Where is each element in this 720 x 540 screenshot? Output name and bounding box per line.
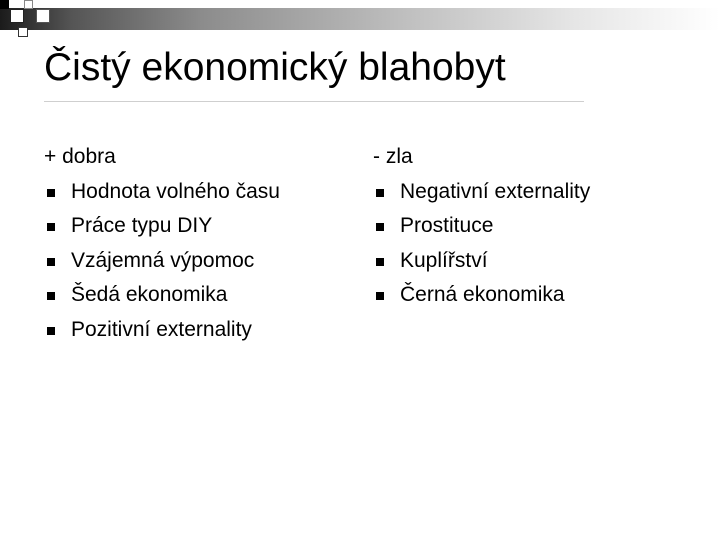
decorative-square-icon [36, 9, 50, 23]
list-item [44, 244, 354, 279]
list-item [373, 175, 683, 210]
bads-list [373, 175, 683, 313]
list-item [373, 278, 683, 313]
decorative-banner [0, 8, 720, 30]
list-item [373, 244, 683, 279]
list-item-label: Kuplířství [400, 248, 488, 272]
goods-column [44, 140, 354, 347]
square-bullet-icon [376, 223, 384, 231]
list-item-label: Negativní externality [400, 179, 591, 203]
decorative-square-icon [10, 9, 24, 23]
square-bullet-icon [47, 189, 55, 197]
decorative-square-icon [24, 0, 33, 9]
title-divider [44, 101, 584, 102]
bads-column [373, 140, 683, 313]
list-item-label: Vzájemná výpomoc [71, 248, 255, 272]
list-item [44, 313, 354, 348]
list-item-label: Černá ekonomika [400, 283, 565, 306]
list-item-label: Práce typu DIY [71, 214, 213, 237]
square-bullet-icon [47, 327, 55, 335]
decorative-square-icon [18, 27, 28, 37]
square-bullet-icon [376, 189, 384, 197]
square-bullet-icon [376, 258, 384, 266]
list-item-label: Prostituce [400, 214, 494, 237]
list-item-label: Šedá ekonomika [71, 283, 228, 306]
square-bullet-icon [47, 223, 55, 231]
list-item-label: Pozitivní externality [71, 317, 252, 341]
slide-title: Čistý ekonomický blahobyt [44, 46, 506, 89]
square-bullet-icon [47, 292, 55, 300]
list-item [373, 209, 683, 244]
list-item [44, 209, 354, 244]
bads-heading: - zla [373, 145, 413, 168]
list-item [44, 175, 354, 210]
list-item-label: Hodnota volného času [71, 179, 280, 203]
goods-list [44, 175, 354, 348]
goods-heading: + dobra [44, 145, 116, 168]
list-item [44, 278, 354, 313]
square-bullet-icon [47, 258, 55, 266]
square-bullet-icon [376, 292, 384, 300]
decorative-square-icon [0, 0, 9, 9]
